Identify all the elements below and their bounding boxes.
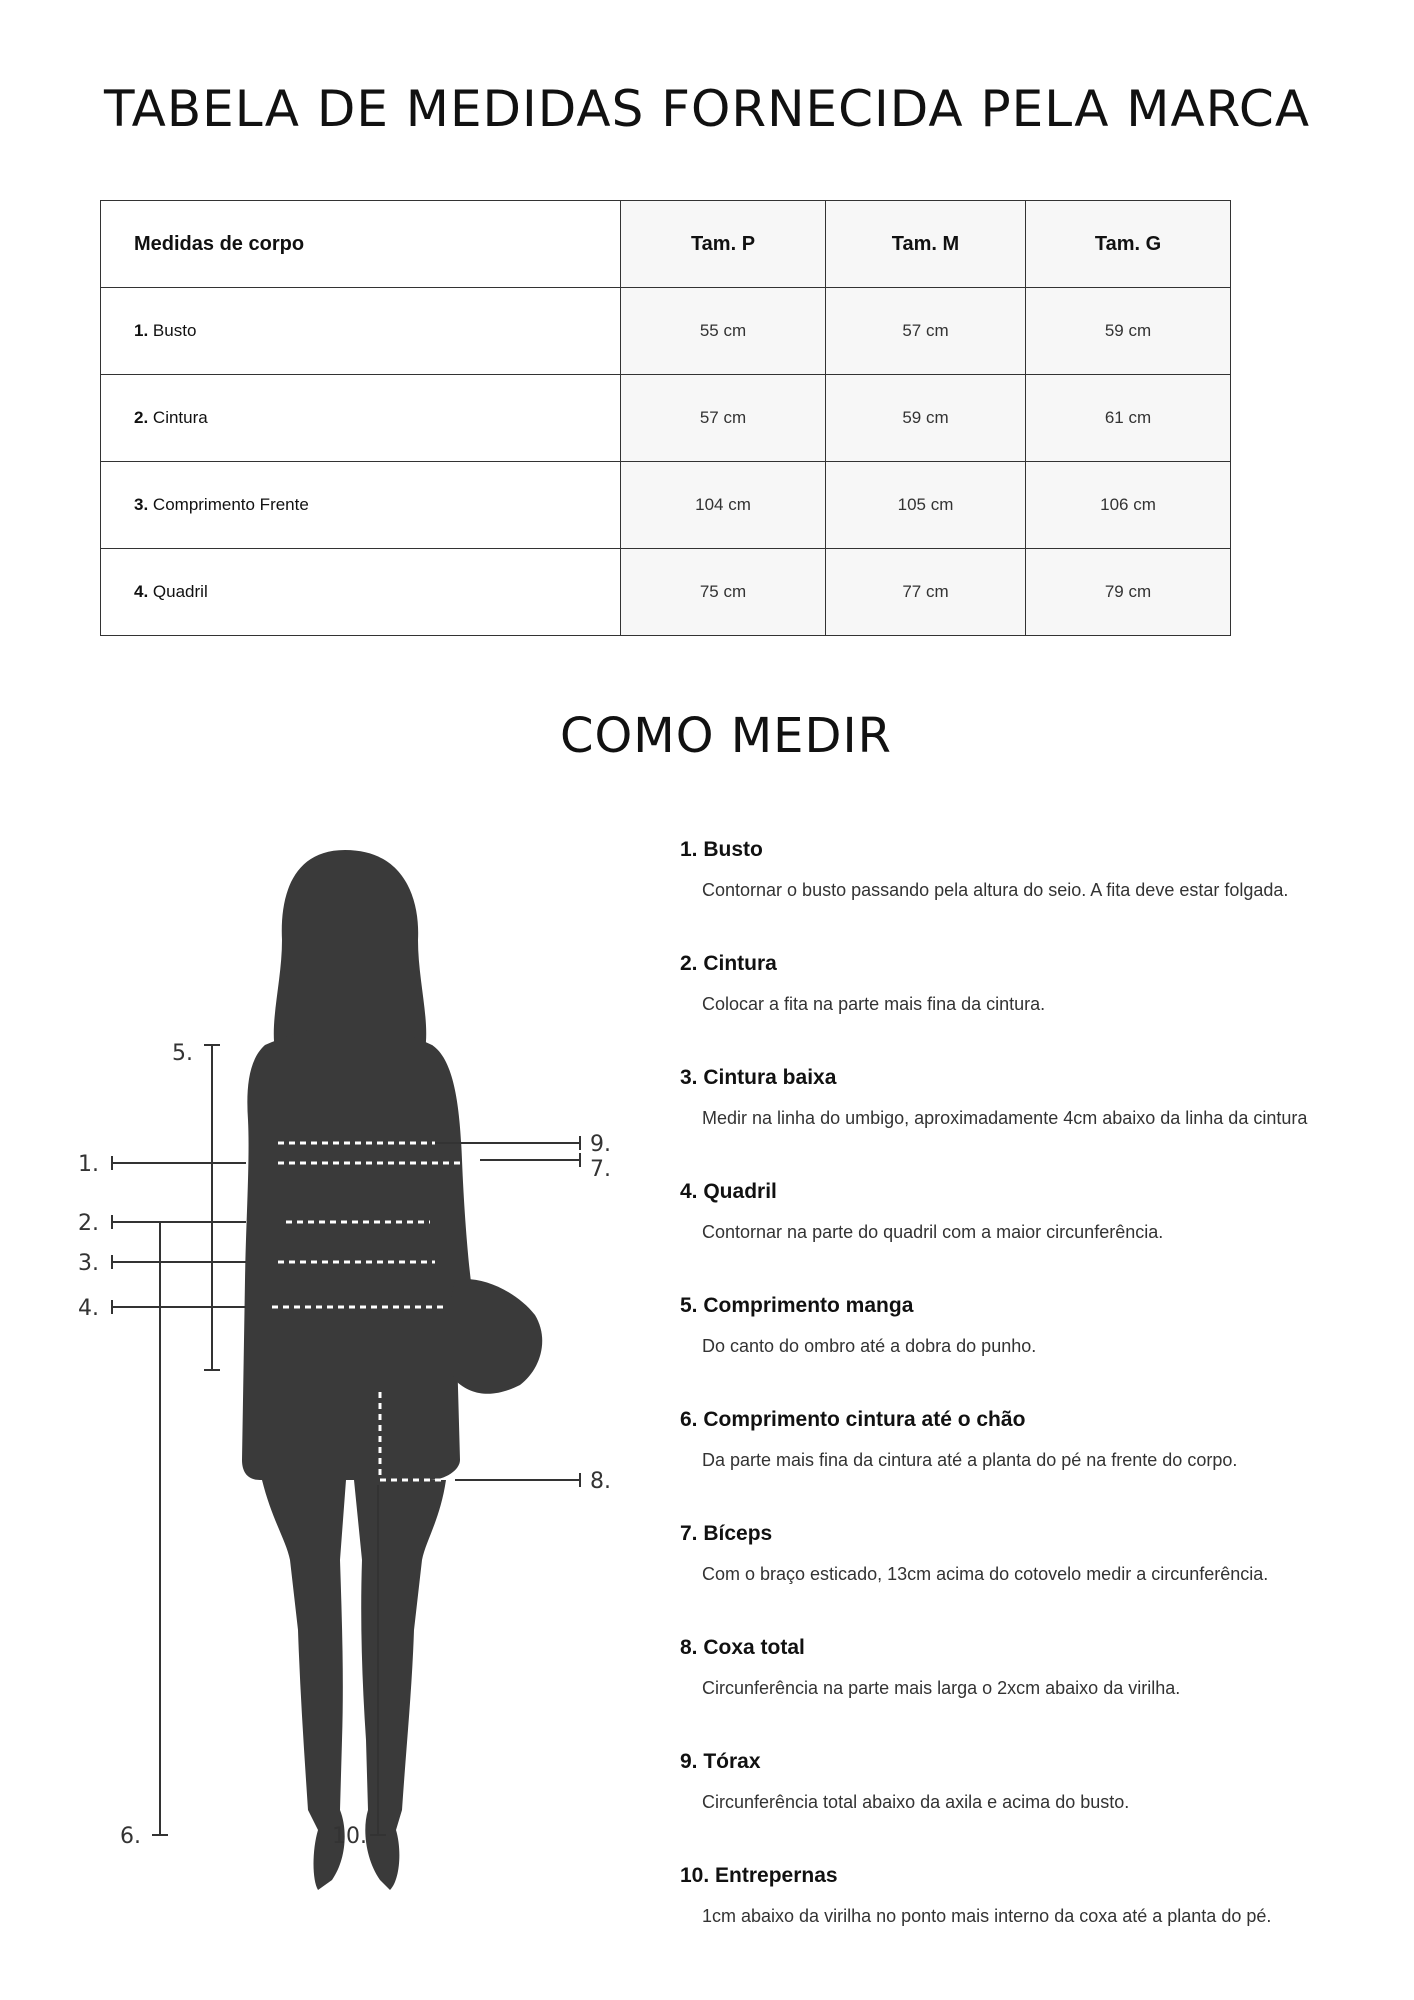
instruction-heading: 2. Cintura — [680, 952, 777, 975]
table-cell: 77 cm — [826, 549, 1026, 636]
list-item — [680, 1636, 1380, 1750]
table-row — [101, 288, 1231, 375]
row-label-text: Busto — [152, 321, 197, 340]
woman-silhouette — [242, 850, 542, 1890]
instruction-heading: 5. Comprimento manga — [680, 1294, 914, 1317]
instruction-text: Do canto do ombro até a dobra do punho. — [702, 1336, 1037, 1356]
list-item — [680, 1750, 1380, 1864]
instruction-text: Com o braço esticado, 13cm acima do cotovelo medir a circunferência. — [702, 1564, 1269, 1584]
figure-label-6: 6. — [120, 1824, 141, 1849]
instruction-text: Circunferência na parte mais larga o 2xcm abaixo da virilha. — [702, 1678, 1181, 1698]
table-cell: 55 cm — [621, 288, 826, 375]
table-cell: 59 cm — [1026, 288, 1231, 375]
instruction-heading: 1. Busto — [680, 838, 763, 861]
instruction-heading: 10. Entrepernas — [680, 1864, 838, 1887]
table-row — [101, 462, 1231, 549]
row-label-text: Cintura — [152, 408, 208, 427]
row-number: 1. — [134, 321, 149, 340]
list-item — [680, 1408, 1380, 1522]
row-label-comprimento-frente — [101, 462, 621, 549]
column-header-size-p: Tam. P — [621, 201, 826, 288]
figure-label-3: 3. — [78, 1251, 99, 1276]
instruction-text: 1cm abaixo da virilha no ponto mais interno da coxa até a planta do pé. — [702, 1906, 1272, 1926]
instruction-text: Medir na linha do umbigo, aproximadamente 4cm abaixo da linha da cintura — [702, 1108, 1308, 1128]
instruction-text: Colocar a fita na parte mais fina da cintura. — [702, 994, 1046, 1014]
list-item — [680, 1864, 1380, 1978]
instruction-text: Da parte mais fina da cintura até a planta do pé na frente do corpo. — [702, 1450, 1238, 1470]
table-cell: 57 cm — [826, 288, 1026, 375]
table-cell: 105 cm — [826, 462, 1026, 549]
row-label-text: Comprimento Frente — [152, 495, 309, 514]
list-item — [680, 952, 1380, 1066]
column-header-size-g: Tam. G — [1026, 201, 1231, 288]
row-number: 2. — [134, 408, 149, 427]
section-title-how-to-measure: COMO MEDIR — [560, 708, 892, 764]
table-cell: 75 cm — [621, 549, 826, 636]
table-cell: 57 cm — [621, 375, 826, 462]
silhouette-diagram — [50, 820, 650, 1970]
table-cell: 79 cm — [1026, 549, 1231, 636]
figure-label-5: 5. — [172, 1041, 193, 1066]
column-header-measures: Medidas de corpo — [101, 201, 621, 288]
table-cell: 104 cm — [621, 462, 826, 549]
figure-label-2: 2. — [78, 1211, 99, 1236]
list-item — [680, 1294, 1380, 1408]
figure-label-4: 4. — [78, 1296, 99, 1321]
table-row — [101, 549, 1231, 636]
figure-label-8: 8. — [590, 1469, 611, 1494]
figure-label-7: 7. — [590, 1157, 611, 1182]
instruction-heading: 7. Bíceps — [680, 1522, 773, 1545]
measurement-instructions — [680, 838, 1380, 1978]
table-row — [101, 375, 1231, 462]
row-label-busto — [101, 288, 621, 375]
row-number: 3. — [134, 495, 149, 514]
table-header-row — [101, 201, 1231, 288]
figure-label-1: 1. — [78, 1152, 99, 1177]
figure-label-10: 10. — [332, 1824, 367, 1849]
list-item — [680, 1066, 1380, 1180]
instruction-heading: 4. Quadril — [680, 1180, 777, 1203]
row-label-text: Quadril — [152, 582, 208, 601]
figure-label-9: 9. — [590, 1132, 611, 1157]
instruction-heading: 8. Coxa total — [680, 1636, 805, 1659]
list-item — [680, 1180, 1380, 1294]
table-cell: 106 cm — [1026, 462, 1231, 549]
table-cell: 59 cm — [826, 375, 1026, 462]
list-item — [680, 1522, 1380, 1636]
list-item — [680, 838, 1380, 952]
page-title: TABELA DE MEDIDAS FORNECIDA PELA MARCA — [103, 80, 1311, 138]
instruction-text: Contornar o busto passando pela altura do seio. A fita deve estar folgada. — [702, 880, 1289, 900]
instruction-heading: 9. Tórax — [680, 1750, 761, 1773]
row-label-quadril — [101, 549, 621, 636]
table-cell: 61 cm — [1026, 375, 1231, 462]
size-table — [100, 200, 1231, 636]
instruction-heading: 3. Cintura baixa — [680, 1066, 837, 1089]
row-number: 4. — [134, 582, 149, 601]
instruction-heading: 6. Comprimento cintura até o chão — [680, 1408, 1026, 1431]
instruction-text: Circunferência total abaixo da axila e acima do busto. — [702, 1792, 1130, 1812]
row-label-cintura — [101, 375, 621, 462]
column-header-size-m: Tam. M — [826, 201, 1026, 288]
instruction-text: Contornar na parte do quadril com a maior circunferência. — [702, 1222, 1164, 1242]
body-measurement-figure — [50, 820, 650, 1970]
